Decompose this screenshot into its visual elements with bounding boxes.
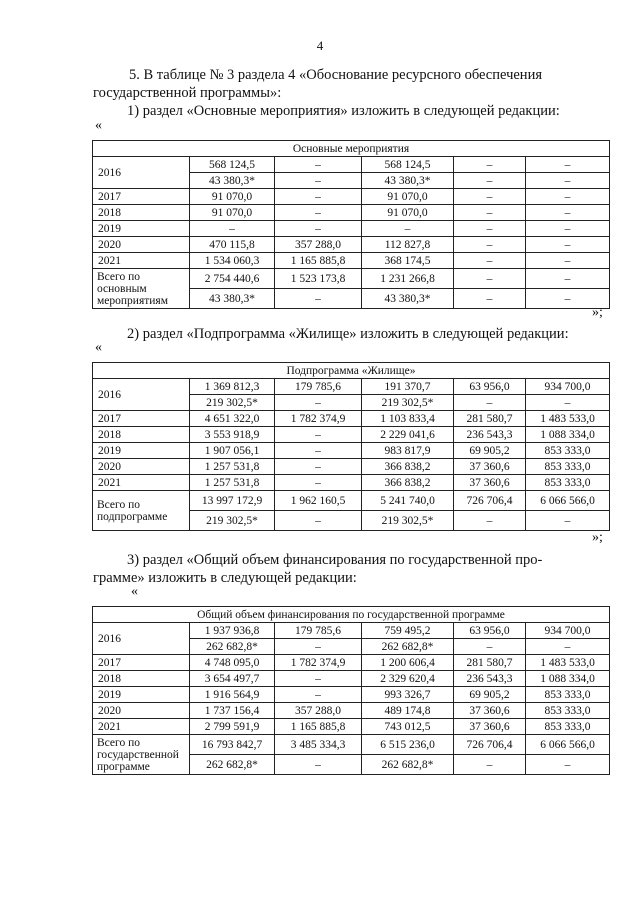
table-value-cell: 1 483 533,0: [526, 655, 610, 671]
table-year-cell: 2016: [93, 623, 190, 655]
table-total-financing: [92, 598, 610, 775]
table-total-value: –: [526, 755, 610, 775]
table-value-cell: –: [275, 671, 362, 687]
item-3-line-2: грамме» изложить в следующей редакции:: [93, 570, 357, 586]
table-year-cell: 2021: [93, 475, 190, 491]
table-total-value: 16 793 842,7: [190, 735, 275, 755]
table-value-cell: –: [275, 459, 362, 475]
table-total-value: –: [454, 511, 526, 531]
table-value-cell: 1 737 156,4: [190, 703, 275, 719]
table-value-cell: –: [362, 221, 454, 237]
table-value-cell: –: [190, 221, 275, 237]
table-value-cell: 568 124,5: [362, 157, 454, 173]
table-year-cell: 2020: [93, 237, 190, 253]
table-value-cell: –: [526, 189, 610, 205]
table-value-cell: 4 748 095,0: [190, 655, 275, 671]
table-total-value: 6 066 566,0: [526, 491, 610, 511]
table-total-value: 262 682,8*: [190, 755, 275, 775]
table-value-cell: 37 360,6: [454, 459, 526, 475]
table-value-cell: –: [454, 221, 526, 237]
table-value-cell: 743 012,5: [362, 719, 454, 735]
table-total-label: Всего по основным мероприятиям: [93, 269, 190, 309]
table-total-value: –: [275, 511, 362, 531]
table-value-cell: 357 288,0: [275, 237, 362, 253]
table-value-cell: 37 360,6: [454, 719, 526, 735]
table-value-cell: 63 956,0: [454, 379, 526, 395]
table-value-cell: –: [454, 237, 526, 253]
table-value-cell: –: [526, 173, 610, 189]
table-value-cell: 1 907 056,1: [190, 443, 275, 459]
page-number: 4: [316, 38, 324, 53]
table-total-label: Всего по государственной программе: [93, 735, 190, 775]
table-total-value: 726 706,4: [454, 491, 526, 511]
table-value-cell: 69 905,2: [454, 687, 526, 703]
table-value-cell: 236 543,3: [454, 671, 526, 687]
close-quote-2: »;: [592, 530, 603, 545]
table-value-cell: 236 543,3: [454, 427, 526, 443]
table-value-cell: 1 916 564,9: [190, 687, 275, 703]
table-value-cell: –: [454, 189, 526, 205]
table-value-cell: 262 682,8*: [362, 639, 454, 655]
table-value-cell: –: [275, 443, 362, 459]
table-value-cell: 281 580,7: [454, 411, 526, 427]
table-total-value: 6 515 236,0: [362, 735, 454, 755]
table-value-cell: 1 483 533,0: [526, 411, 610, 427]
table-value-cell: –: [275, 205, 362, 221]
table-value-cell: 37 360,6: [454, 703, 526, 719]
table-value-cell: 1 088 334,0: [526, 427, 610, 443]
table-value-cell: 2 799 591,9: [190, 719, 275, 735]
table-caption: Основные мероприятия: [93, 141, 610, 157]
table-value-cell: 759 495,2: [362, 623, 454, 639]
table-value-cell: 3 654 497,7: [190, 671, 275, 687]
table-value-cell: 1 369 812,3: [190, 379, 275, 395]
table-total-value: 726 706,4: [454, 735, 526, 755]
table-value-cell: 568 124,5: [190, 157, 275, 173]
table-top-gap: [93, 132, 610, 141]
table-year-cell: 2019: [93, 687, 190, 703]
table-value-cell: 63 956,0: [454, 623, 526, 639]
table-value-cell: 179 785,6: [275, 379, 362, 395]
open-quote-2: «: [95, 340, 102, 355]
table-total-value: 6 066 566,0: [526, 735, 610, 755]
table-housing-subprogram: [92, 354, 610, 531]
table-value-cell: –: [526, 639, 610, 655]
table-total-value: 5 241 740,0: [362, 491, 454, 511]
table-value-cell: 4 651 322,0: [190, 411, 275, 427]
table-value-cell: –: [526, 253, 610, 269]
table-total-value: –: [454, 755, 526, 775]
table-year-cell: 2018: [93, 427, 190, 443]
table-value-cell: –: [526, 157, 610, 173]
open-quote-3: «: [131, 584, 138, 599]
table-value-cell: 219 302,5*: [190, 395, 275, 411]
table-value-cell: –: [526, 237, 610, 253]
table-value-cell: 262 682,8*: [190, 639, 275, 655]
table-value-cell: 853 333,0: [526, 687, 610, 703]
table-total-value: 1 231 266,8: [362, 269, 454, 289]
table-value-cell: –: [526, 205, 610, 221]
table-value-cell: –: [275, 639, 362, 655]
table-year-cell: 2019: [93, 221, 190, 237]
table-value-cell: –: [275, 687, 362, 703]
table-value-cell: 1 782 374,9: [275, 411, 362, 427]
table-value-cell: –: [454, 253, 526, 269]
table-total-value: –: [526, 269, 610, 289]
table-main-activities: [92, 132, 610, 309]
table-value-cell: –: [454, 157, 526, 173]
table-value-cell: 37 360,6: [454, 475, 526, 491]
intro-line-1: 5. В таблице № 3 раздела 4 «Обоснование ресурсного обеспечения: [129, 67, 542, 83]
table-total-value: –: [275, 755, 362, 775]
table-value-cell: –: [275, 173, 362, 189]
table-total-value: 262 682,8*: [362, 755, 454, 775]
table-value-cell: 934 700,0: [526, 623, 610, 639]
table-value-cell: 993 326,7: [362, 687, 454, 703]
table-year-cell: 2021: [93, 719, 190, 735]
table-value-cell: 1 534 060,3: [190, 253, 275, 269]
table-value-cell: –: [454, 639, 526, 655]
table-total-value: –: [275, 289, 362, 309]
table-value-cell: 853 333,0: [526, 475, 610, 491]
table-total-value: –: [526, 289, 610, 309]
table-year-cell: 2018: [93, 671, 190, 687]
intro-line-2: государственной программы»:: [93, 85, 282, 101]
table-value-cell: 1 103 833,4: [362, 411, 454, 427]
table-value-cell: 983 817,9: [362, 443, 454, 459]
table-year-cell: 2016: [93, 379, 190, 411]
table-value-cell: 1 088 334,0: [526, 671, 610, 687]
table-total-value: –: [454, 269, 526, 289]
table-value-cell: 91 070,0: [362, 205, 454, 221]
table-value-cell: –: [275, 475, 362, 491]
table-caption: Подпрограмма «Жилище»: [93, 363, 610, 379]
table-value-cell: –: [526, 395, 610, 411]
table-value-cell: 69 905,2: [454, 443, 526, 459]
table-total-value: 2 754 440,6: [190, 269, 275, 289]
table-value-cell: –: [275, 427, 362, 443]
table-value-cell: 1 782 374,9: [275, 655, 362, 671]
table-value-cell: –: [275, 221, 362, 237]
table-value-cell: 281 580,7: [454, 655, 526, 671]
table-value-cell: 934 700,0: [526, 379, 610, 395]
table-value-cell: 1 937 936,8: [190, 623, 275, 639]
open-quote-1: «: [95, 118, 102, 133]
table-top-gap: [93, 598, 610, 607]
table-caption: Общий объем финансирования по государственной программе: [93, 607, 610, 623]
table-year-cell: 2021: [93, 253, 190, 269]
table-value-cell: –: [454, 173, 526, 189]
table-total-value: 219 302,5*: [362, 511, 454, 531]
table-total-value: –: [526, 511, 610, 531]
table-value-cell: –: [275, 189, 362, 205]
table-value-cell: 91 070,0: [190, 189, 275, 205]
table-value-cell: 853 333,0: [526, 719, 610, 735]
table-value-cell: 43 380,3*: [190, 173, 275, 189]
table-value-cell: 357 288,0: [275, 703, 362, 719]
table-value-cell: 2 229 041,6: [362, 427, 454, 443]
table-value-cell: 191 370,7: [362, 379, 454, 395]
item-3-line-1: 3) раздел «Общий объем финансирования по государственной про-: [127, 552, 543, 568]
table-year-cell: 2020: [93, 459, 190, 475]
table-value-cell: 1 165 885,8: [275, 719, 362, 735]
table-total-label: Всего по подпрограмме: [93, 491, 190, 531]
table-value-cell: 1 200 606,4: [362, 655, 454, 671]
table-top-gap: [93, 354, 610, 363]
table-year-cell: 2018: [93, 205, 190, 221]
table-total-value: 43 380,3*: [190, 289, 275, 309]
table-value-cell: 91 070,0: [190, 205, 275, 221]
table-value-cell: 1 165 885,8: [275, 253, 362, 269]
table-value-cell: 368 174,5: [362, 253, 454, 269]
table-year-cell: 2017: [93, 411, 190, 427]
table-value-cell: 489 174,8: [362, 703, 454, 719]
table-total-value: 3 485 334,3: [275, 735, 362, 755]
table-value-cell: 366 838,2: [362, 475, 454, 491]
table-total-value: –: [454, 289, 526, 309]
table-year-cell: 2016: [93, 157, 190, 189]
table-value-cell: 43 380,3*: [362, 173, 454, 189]
table-total-value: 219 302,5*: [190, 511, 275, 531]
table-value-cell: 112 827,8: [362, 237, 454, 253]
table-value-cell: 1 257 531,8: [190, 475, 275, 491]
table-value-cell: 2 329 620,4: [362, 671, 454, 687]
table-value-cell: 853 333,0: [526, 703, 610, 719]
table-value-cell: 470 115,8: [190, 237, 275, 253]
table-value-cell: –: [454, 205, 526, 221]
table-year-cell: 2019: [93, 443, 190, 459]
table-value-cell: 219 302,5*: [362, 395, 454, 411]
table-value-cell: 179 785,6: [275, 623, 362, 639]
close-quote-1: »;: [592, 305, 603, 320]
table-total-value: 13 997 172,9: [190, 491, 275, 511]
table-value-cell: –: [526, 221, 610, 237]
table-year-cell: 2017: [93, 655, 190, 671]
table-value-cell: 3 553 918,9: [190, 427, 275, 443]
table-value-cell: 853 333,0: [526, 459, 610, 475]
table-value-cell: –: [275, 157, 362, 173]
item-2-text: 2) раздел «Подпрограмма «Жилище» изложить в следующей редакции:: [127, 326, 569, 342]
table-value-cell: 91 070,0: [362, 189, 454, 205]
table-value-cell: 366 838,2: [362, 459, 454, 475]
table-year-cell: 2017: [93, 189, 190, 205]
item-1-text: 1) раздел «Основные мероприятия» изложить в следующей редакции:: [127, 103, 560, 119]
table-total-value: 1 962 160,5: [275, 491, 362, 511]
table-total-value: 43 380,3*: [362, 289, 454, 309]
table-value-cell: 853 333,0: [526, 443, 610, 459]
table-value-cell: 1 257 531,8: [190, 459, 275, 475]
table-year-cell: 2020: [93, 703, 190, 719]
table-value-cell: –: [454, 395, 526, 411]
table-value-cell: –: [275, 395, 362, 411]
table-total-value: 1 523 173,8: [275, 269, 362, 289]
